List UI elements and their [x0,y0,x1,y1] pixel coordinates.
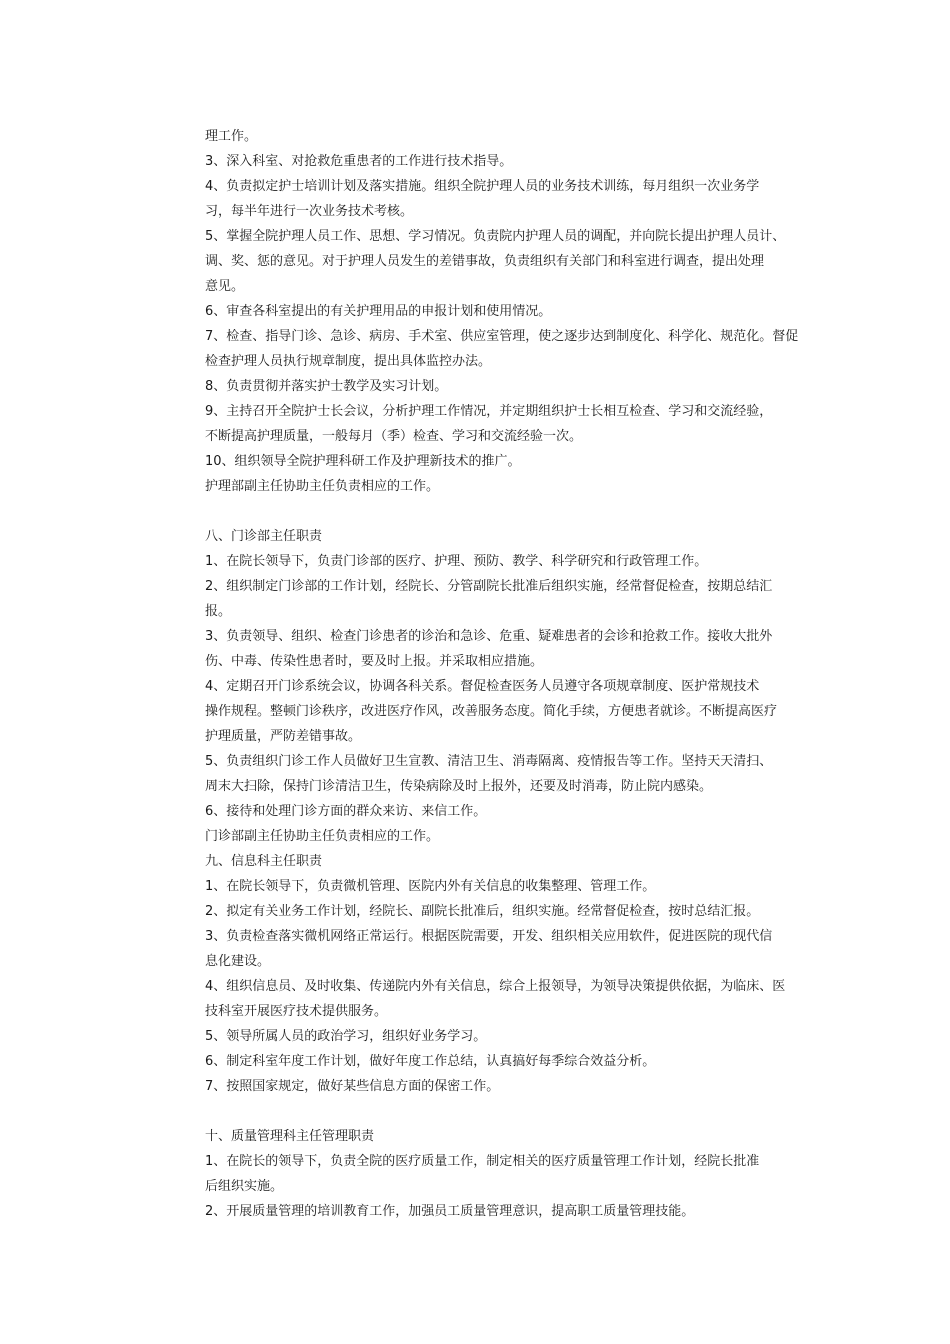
paragraph [205,1199,815,1224]
paragraph [205,1149,815,1199]
text-line: 6、制定科室年度工作计划，做好年度工作总结，认真搞好每季综合效益分析。 [205,1054,656,1069]
text-line: 2、开展质量管理的培训教育工作，加强员工质量管理意识，提高职工质量管理技能。 [205,1204,695,1219]
text-line: 护理质量，严防差错事故。 [205,729,362,744]
text-line: 9、主持召开全院护士长会议，分析护理工作情况，并定期组织护士长相互检查、学习和交流经验， [205,404,773,419]
text-line: 周末大扫除，保持门诊清洁卫生，传染病除及时上报外，还要及时消毒，防止院内感染。 [205,779,713,794]
text-line: 操作规程。整顿门诊秩序，改进医疗作风，改善服务态度。简化手续，方便患者就诊。不断提高医疗 [205,704,778,719]
paragraph [205,474,815,499]
text-line: 1、在院长的领导下，负责全院的医疗质量工作，制定相关的医疗质量管理工作计划，经院长批准 [205,1154,760,1169]
text-line: 4、定期召开门诊系统会议，协调各科关系。督促检查医务人员遵守各项规章制度、医护常规技术 [205,679,760,694]
text-line: 八、门诊部主任职责 [205,529,323,544]
paragraph [205,399,815,449]
paragraph [205,924,815,974]
paragraph [205,874,815,899]
text-line: 5、负责组织门诊工作人员做好卫生宣教、清洁卫生、消毒隔离、疫情报告等工作。坚持天天清扫、 [205,754,773,769]
paragraph [205,174,815,224]
text-line: 3、负责领导、组织、检查门诊患者的诊治和急诊、危重、疑难患者的会诊和抢救工作。接收大批外 [205,629,773,644]
text-line: 10、组织领导全院护理科研工作及护理新技术的推广。 [205,454,521,469]
text-line: 习，每半年进行一次业务技术考核。 [205,204,414,219]
paragraph [205,299,815,324]
text-line: 十、质量管理科主任管理职责 [205,1129,375,1144]
text-line: 后组织实施。 [205,1179,284,1194]
text-line: 技科室开展医疗技术提供服务。 [205,1004,388,1019]
text-line: 4、负责拟定护士培训计划及落实措施。组织全院护理人员的业务技术训练，每月组织一次业务学 [205,179,760,194]
paragraph [205,624,815,674]
text-line: 九、信息科主任职责 [205,854,323,869]
paragraph [205,674,815,749]
text-line: 7、检查、指导门诊、急诊、病房、手术室、供应室管理，使之逐步达到制度化、科学化、规范化。督促 [205,329,799,344]
paragraph [205,799,815,824]
paragraph [205,824,815,849]
document-section [205,1124,815,1224]
paragraph [205,1024,815,1049]
text-line: 理工作。 [205,129,258,144]
text-line: 息化建设。 [205,954,271,969]
paragraph [205,124,815,149]
paragraph [205,524,815,549]
document-section [205,524,815,1099]
paragraph [205,449,815,474]
text-line: 6、接待和处理门诊方面的群众来访、来信工作。 [205,804,487,819]
text-line: 5、领导所属人员的政治学习，组织好业务学习。 [205,1029,487,1044]
text-line: 6、审查各科室提出的有关护理用品的申报计划和使用情况。 [205,304,552,319]
paragraph [205,324,815,374]
text-line: 3、深入科室、对抢救危重患者的工作进行技术指导。 [205,154,513,169]
text-line: 2、拟定有关业务工作计划，经院长、副院长批准后，组织实施。经常督促检查，按时总结汇报。 [205,904,760,919]
text-line: 3、负责检查落实微机网络正常运行。根据医院需要，开发、组织相关应用软件，促进医院的现代信 [205,929,773,944]
text-line: 意见。 [205,279,245,294]
paragraph [205,549,815,574]
text-line: 2、组织制定门诊部的工作计划，经院长、分管副院长批准后组织实施，经常督促检查，按期总结汇 [205,579,773,594]
text-line: 门诊部副主任协助主任负责相应的工作。 [205,829,440,844]
paragraph [205,574,815,624]
text-line: 7、按照国家规定，做好某些信息方面的保密工作。 [205,1079,500,1094]
text-line: 报。 [205,604,232,619]
document-page [205,124,815,1224]
text-line: 1、在院长领导下，负责门诊部的医疗、护理、预防、教学、科学研究和行政管理工作。 [205,554,708,569]
paragraph [205,749,815,799]
text-line: 伤、中毒、传染性患者时，要及时上报。并采取相应措施。 [205,654,544,669]
text-line: 调、奖、惩的意见。对于护理人员发生的差错事故，负责组织有关部门和科室进行调查，提出处理 [205,254,765,269]
section-spacer [205,1099,815,1124]
text-line: 5、掌握全院护理人员工作、思想、学习情况。负责院内护理人员的调配，并向院长提出护理人员计、 [205,229,786,244]
paragraph [205,849,815,874]
paragraph [205,899,815,924]
text-line: 检查护理人员执行规章制度，提出具体监控办法。 [205,354,492,369]
paragraph [205,374,815,399]
paragraph [205,1124,815,1149]
paragraph [205,1049,815,1074]
paragraph [205,149,815,174]
section-spacer [205,499,815,524]
paragraph [205,1074,815,1099]
paragraph [205,224,815,299]
document-section [205,124,815,499]
text-line: 不断提高护理质量，一般每月（季）检查、学习和交流经验一次。 [205,429,583,444]
text-line: 1、在院长领导下，负责微机管理、医院内外有关信息的收集整理、管理工作。 [205,879,656,894]
text-line: 护理部副主任协助主任负责相应的工作。 [205,479,440,494]
text-line: 8、负责贯彻并落实护士教学及实习计划。 [205,379,448,394]
paragraph [205,974,815,1024]
text-line: 4、组织信息员、及时收集、传递院内外有关信息，综合上报领导，为领导决策提供依据，为临床、医 [205,979,786,994]
